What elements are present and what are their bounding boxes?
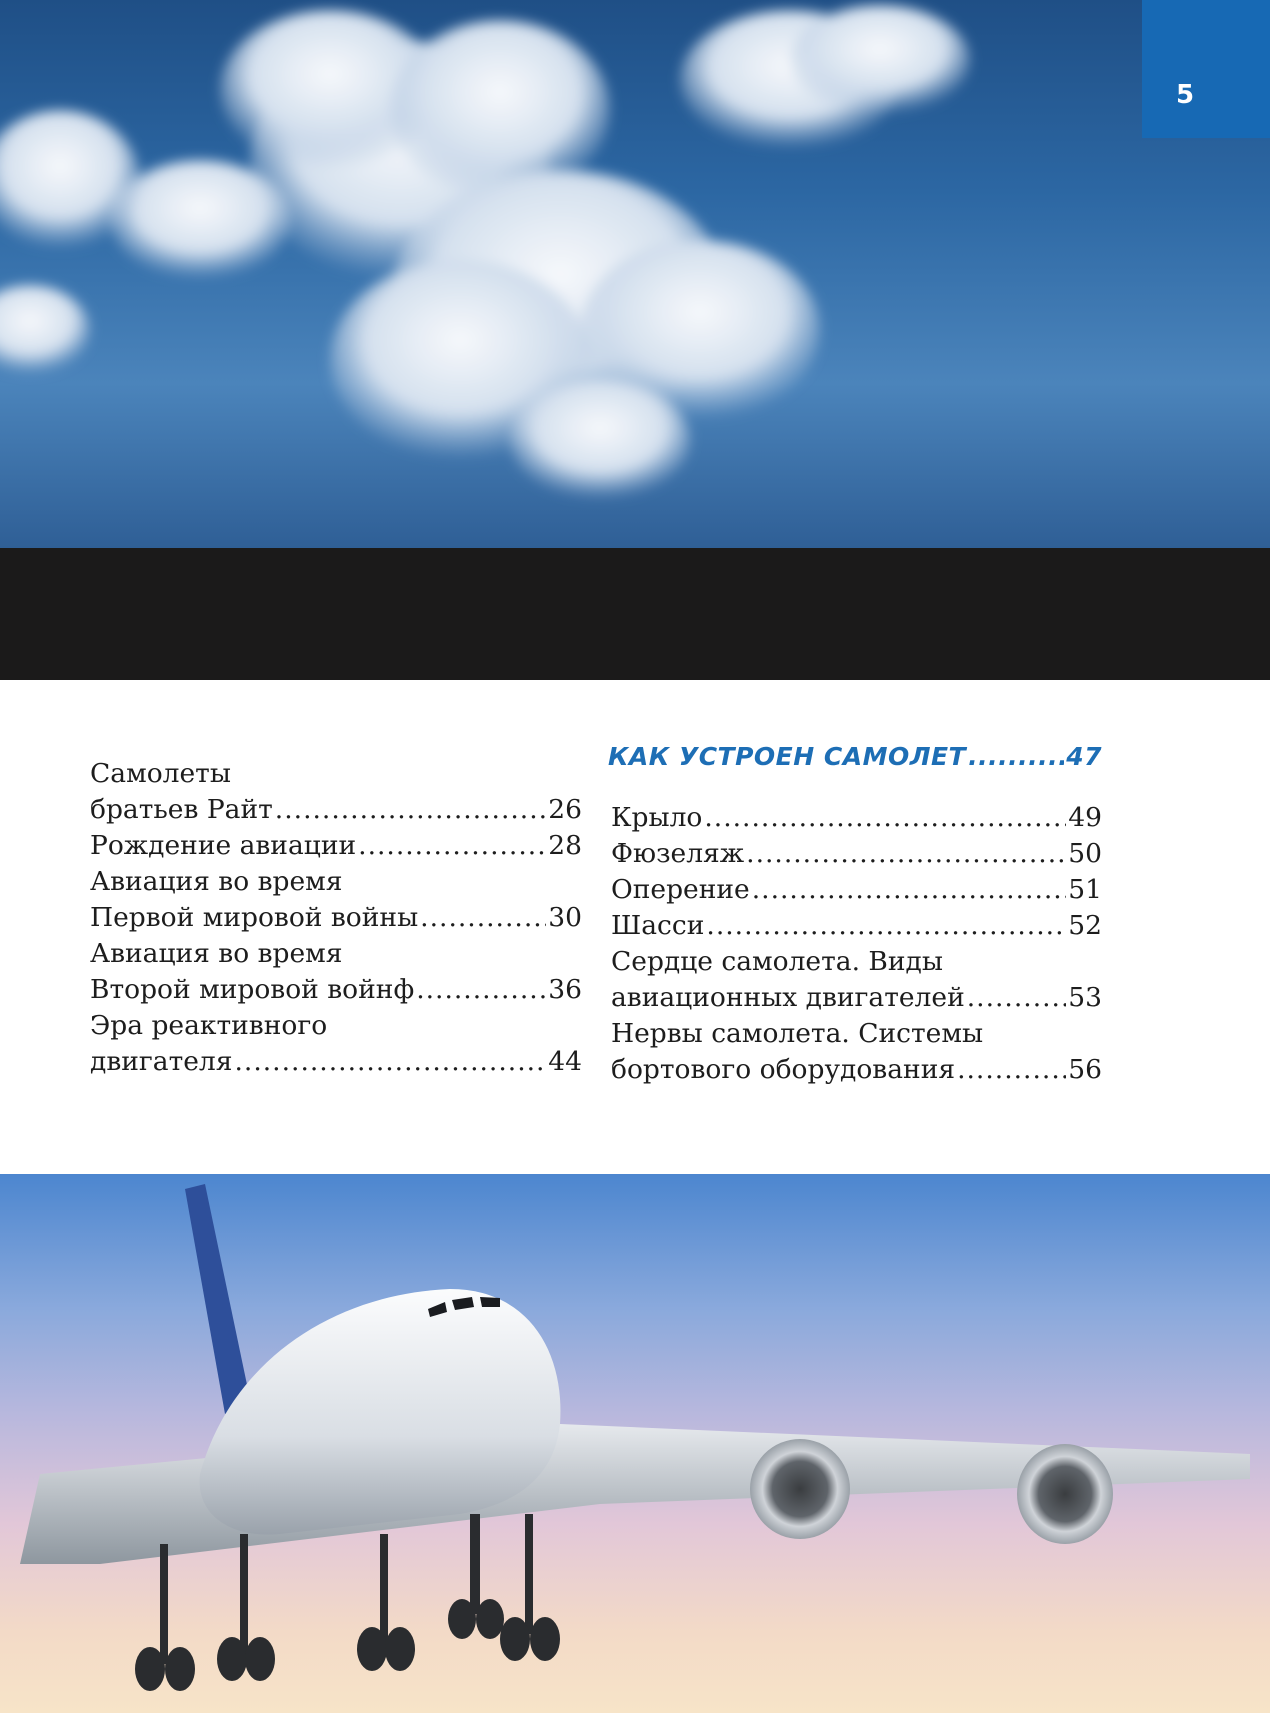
toc-entry[interactable] xyxy=(611,872,1102,908)
toc-entry-page: 56 xyxy=(1068,1054,1102,1085)
toc-entry[interactable] xyxy=(90,1008,582,1080)
toc-entry-title: двигателя xyxy=(90,1046,233,1077)
toc-left-column xyxy=(90,756,582,1080)
section-heading-title: КАК УСТРОЕН САМОЛЕТ xyxy=(608,742,967,771)
toc-entry[interactable] xyxy=(90,864,582,936)
clouds-illustration xyxy=(0,0,1270,548)
dot-leader xyxy=(706,908,1066,944)
dark-band xyxy=(0,548,1270,680)
toc-entry-title: авиационных двигателей xyxy=(611,982,965,1013)
toc-entry-page: 30 xyxy=(548,902,582,933)
toc-entry-title: Крыло xyxy=(611,802,703,833)
toc-entry-page: 51 xyxy=(1068,874,1102,905)
toc-entry[interactable] xyxy=(90,936,582,1008)
toc-entry-page: 49 xyxy=(1068,802,1102,833)
toc-entry-line: Сердце самолета. Виды xyxy=(611,946,943,977)
toc-entry-page: 36 xyxy=(548,974,582,1005)
toc-right-column xyxy=(611,800,1102,1088)
toc-entry[interactable] xyxy=(611,836,1102,872)
airplane-illustration xyxy=(0,1174,1270,1713)
toc-entry-title: Второй мировой войнф xyxy=(90,974,415,1005)
toc-entry-line: Авиация во время xyxy=(90,866,343,897)
toc-entry[interactable] xyxy=(90,828,582,864)
section-heading-page: 47 xyxy=(1066,742,1102,771)
dot-leader xyxy=(704,800,1066,836)
page-number: 5 xyxy=(1176,80,1195,110)
toc-entry[interactable] xyxy=(611,800,1102,836)
toc-entry[interactable] xyxy=(611,944,1102,1016)
dot-leader xyxy=(968,742,1064,771)
toc-entry-page: 44 xyxy=(548,1046,582,1077)
toc-entry-title: братьев Райт xyxy=(90,794,273,825)
toc-entry-line: Эра реактивного xyxy=(90,1010,328,1041)
dot-leader xyxy=(752,872,1067,908)
toc-entry[interactable] xyxy=(611,908,1102,944)
toc-entry-title: Первой мировой войны xyxy=(90,902,419,933)
toc-entry[interactable] xyxy=(611,1016,1102,1088)
toc-entry-page: 50 xyxy=(1068,838,1102,869)
dot-leader xyxy=(957,1052,1066,1088)
dot-leader xyxy=(420,900,546,936)
toc-entry-page: 53 xyxy=(1068,982,1102,1013)
page-number-tab xyxy=(1142,0,1270,138)
toc-entry[interactable] xyxy=(90,756,582,828)
dot-leader xyxy=(358,828,546,864)
dot-leader xyxy=(234,1044,546,1080)
toc-entry-title: Оперение xyxy=(611,874,750,905)
dot-leader xyxy=(746,836,1066,872)
section-heading[interactable] xyxy=(608,742,1102,771)
toc-entry-line: Самолеты xyxy=(90,758,231,789)
sky-photo xyxy=(0,0,1270,548)
dot-leader xyxy=(275,792,546,828)
toc-entry-title: бортового оборудования xyxy=(611,1054,956,1085)
toc-entry-line: Нервы самолета. Системы xyxy=(611,1018,984,1049)
toc-entry-page: 26 xyxy=(548,794,582,825)
toc-entry-line: Авиация во время xyxy=(90,938,343,969)
dot-leader xyxy=(967,980,1067,1016)
toc-entry-title: Рождение авиации xyxy=(90,830,357,861)
airplane-photo xyxy=(0,1174,1270,1713)
dot-leader xyxy=(416,972,546,1008)
toc-entry-page: 52 xyxy=(1068,910,1102,941)
toc-entry-title: Шасси xyxy=(611,910,705,941)
toc-entry-title: Фюзеляж xyxy=(611,838,745,869)
toc-entry-page: 28 xyxy=(548,830,582,861)
